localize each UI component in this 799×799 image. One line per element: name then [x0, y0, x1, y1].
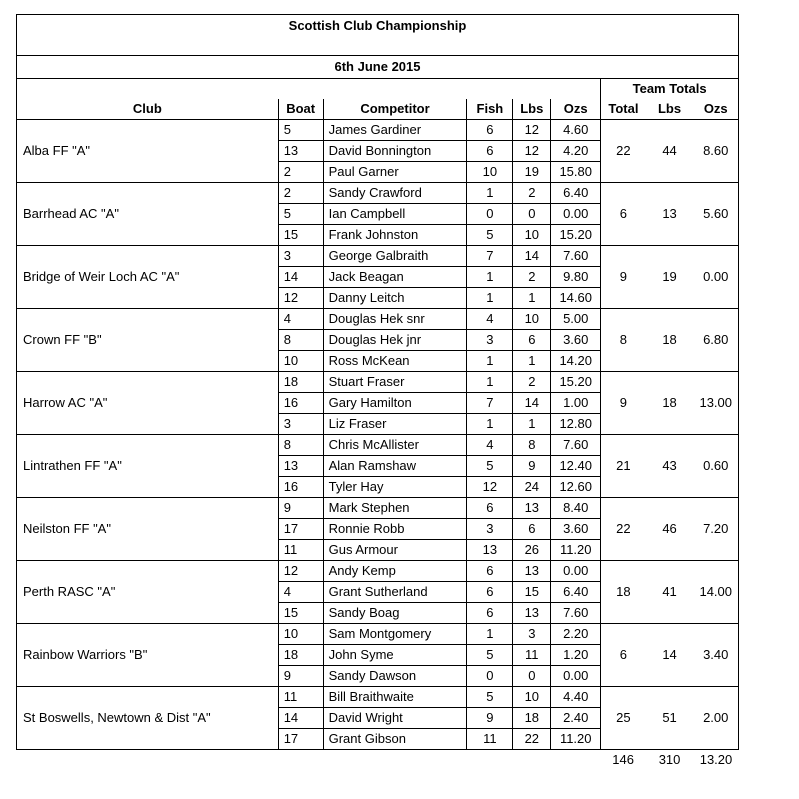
fish-count: 5: [467, 687, 513, 708]
fish-count: 11: [467, 729, 513, 750]
weight-lbs: 26: [513, 540, 551, 561]
fish-count: 1: [467, 288, 513, 309]
table-row: [17, 120, 739, 141]
weight-ozs: 15.20: [551, 372, 601, 393]
boat-number: 16: [278, 477, 323, 498]
weight-lbs: 18: [513, 708, 551, 729]
team-total-fish: 9: [601, 246, 646, 309]
club-name: Crown FF "B": [17, 309, 279, 372]
competitor-name: Danny Leitch: [323, 288, 467, 309]
weight-lbs: 2: [513, 183, 551, 204]
team-total-ozs: 0.00: [693, 246, 738, 309]
team-total-lbs: 18: [646, 309, 694, 372]
fish-count: 6: [467, 120, 513, 141]
boat-number: 13: [278, 141, 323, 162]
weight-lbs: 15: [513, 582, 551, 603]
boat-number: 9: [278, 498, 323, 519]
fish-count: 1: [467, 183, 513, 204]
competitor-name: Andy Kemp: [323, 561, 467, 582]
team-total-lbs: 41: [646, 561, 694, 624]
competitor-name: Paul Garner: [323, 162, 467, 183]
competitor-name: Sam Montgomery: [323, 624, 467, 645]
competitor-name: Ross McKean: [323, 351, 467, 372]
competitor-name: Jack Beagan: [323, 267, 467, 288]
weight-ozs: 12.80: [551, 414, 601, 435]
boat-number: 2: [278, 183, 323, 204]
boat-number: 10: [278, 624, 323, 645]
boat-number: 11: [278, 540, 323, 561]
weight-lbs: 13: [513, 498, 551, 519]
team-total-lbs: 14: [646, 624, 694, 687]
weight-lbs: 1: [513, 288, 551, 309]
boat-number: 15: [278, 225, 323, 246]
fish-count: 13: [467, 540, 513, 561]
competitor-name: Bill Braithwaite: [323, 687, 467, 708]
fish-count: 6: [467, 498, 513, 519]
grand-total-lbs: 310: [658, 752, 681, 767]
team-total-ozs: 13.00: [693, 372, 738, 435]
boat-number: 4: [278, 309, 323, 330]
fish-count: 1: [467, 372, 513, 393]
weight-lbs: 13: [513, 603, 551, 624]
weight-ozs: 11.20: [551, 729, 601, 750]
weight-ozs: 0.00: [551, 666, 601, 687]
weight-lbs: 0: [513, 204, 551, 225]
fish-count: 12: [467, 477, 513, 498]
weight-lbs: 9: [513, 456, 551, 477]
page-title: Scottish Club Championship: [17, 15, 739, 38]
weight-ozs: 6.40: [551, 183, 601, 204]
header-spacer: [17, 79, 601, 100]
team-total-lbs: 18: [646, 372, 694, 435]
boat-number: 14: [278, 708, 323, 729]
club-name: Bridge of Weir Loch AC "A": [17, 246, 279, 309]
weight-ozs: 11.20: [551, 540, 601, 561]
team-total-ozs: 0.60: [693, 435, 738, 498]
competitor-name: Sandy Crawford: [323, 183, 467, 204]
weight-ozs: 5.00: [551, 309, 601, 330]
competitor-name: Gary Hamilton: [323, 393, 467, 414]
fish-count: 5: [467, 645, 513, 666]
club-name: Barrhead AC "A": [17, 183, 279, 246]
competitor-name: Gus Armour: [323, 540, 467, 561]
boat-number: 4: [278, 582, 323, 603]
weight-lbs: 3: [513, 624, 551, 645]
team-total-fish: 8: [601, 309, 646, 372]
fish-count: 3: [467, 519, 513, 540]
fish-count: 9: [467, 708, 513, 729]
weight-lbs: 22: [513, 729, 551, 750]
weight-lbs: 24: [513, 477, 551, 498]
competitor-name: Chris McAllister: [323, 435, 467, 456]
team-total-lbs: 13: [646, 183, 694, 246]
team-total-fish: 6: [601, 183, 646, 246]
team-total-ozs: 5.60: [693, 183, 738, 246]
boat-number: 13: [278, 456, 323, 477]
weight-lbs: 12: [513, 120, 551, 141]
weight-lbs: 13: [513, 561, 551, 582]
competitor-name: Grant Sutherland: [323, 582, 467, 603]
weight-ozs: 14.20: [551, 351, 601, 372]
weight-ozs: 9.80: [551, 267, 601, 288]
weight-ozs: 1.00: [551, 393, 601, 414]
weight-lbs: 10: [513, 687, 551, 708]
weight-lbs: 1: [513, 351, 551, 372]
weight-ozs: 8.40: [551, 498, 601, 519]
boat-number: 9: [278, 666, 323, 687]
team-total-fish: 18: [601, 561, 646, 624]
competitor-name: Stuart Fraser: [323, 372, 467, 393]
club-name: Perth RASC "A": [17, 561, 279, 624]
column-header-team-ozs: Ozs: [693, 99, 738, 120]
fish-count: 7: [467, 393, 513, 414]
boat-number: 17: [278, 519, 323, 540]
fish-count: 1: [467, 624, 513, 645]
table-row: [17, 183, 739, 204]
grand-total-fish: 146: [612, 752, 634, 767]
column-header-competitor: Competitor: [323, 99, 467, 120]
boat-number: 8: [278, 330, 323, 351]
column-header-team-lbs: Lbs: [646, 99, 694, 120]
column-header-fish: Fish: [467, 99, 513, 120]
boat-number: 18: [278, 645, 323, 666]
team-total-ozs: 8.60: [693, 120, 738, 183]
club-name: Alba FF "A": [17, 120, 279, 183]
competitor-name: Alan Ramshaw: [323, 456, 467, 477]
competitor-name: David Wright: [323, 708, 467, 729]
weight-ozs: 14.60: [551, 288, 601, 309]
club-name: St Boswells, Newtown & Dist "A": [17, 687, 279, 750]
weight-ozs: 6.40: [551, 582, 601, 603]
table-row: [17, 561, 739, 582]
weight-ozs: 12.40: [551, 456, 601, 477]
fish-count: 1: [467, 414, 513, 435]
competitor-name: Liz Fraser: [323, 414, 467, 435]
competitor-name: Tyler Hay: [323, 477, 467, 498]
weight-ozs: 3.60: [551, 330, 601, 351]
team-total-fish: 6: [601, 624, 646, 687]
team-total-lbs: 46: [646, 498, 694, 561]
column-header-boat: Boat: [278, 99, 323, 120]
title-spacer: [17, 37, 739, 56]
fish-count: 5: [467, 456, 513, 477]
weight-lbs: 10: [513, 309, 551, 330]
team-total-fish: 21: [601, 435, 646, 498]
weight-lbs: 6: [513, 330, 551, 351]
boat-number: 12: [278, 288, 323, 309]
team-total-ozs: 7.20: [693, 498, 738, 561]
weight-ozs: 0.00: [551, 204, 601, 225]
grand-total-ozs: 13.20: [699, 752, 733, 767]
weight-ozs: 0.00: [551, 561, 601, 582]
competitor-name: Mark Stephen: [323, 498, 467, 519]
weight-ozs: 7.60: [551, 603, 601, 624]
weight-ozs: 4.40: [551, 687, 601, 708]
team-total-ozs: 6.80: [693, 309, 738, 372]
weight-lbs: 8: [513, 435, 551, 456]
club-name: Neilston FF "A": [17, 498, 279, 561]
weight-lbs: 0: [513, 666, 551, 687]
table-row: [17, 309, 739, 330]
fish-count: 4: [467, 435, 513, 456]
team-total-fish: 25: [601, 687, 646, 750]
table-row: [17, 687, 739, 708]
column-header-ozs: Ozs: [551, 99, 601, 120]
boat-number: 18: [278, 372, 323, 393]
weight-lbs: 14: [513, 246, 551, 267]
fish-count: 6: [467, 603, 513, 624]
boat-number: 3: [278, 414, 323, 435]
weight-ozs: 7.60: [551, 246, 601, 267]
club-name: Lintrathen FF "A": [17, 435, 279, 498]
weight-lbs: 14: [513, 393, 551, 414]
table-row: [17, 435, 739, 456]
fish-count: 5: [467, 225, 513, 246]
fish-count: 7: [467, 246, 513, 267]
boat-number: 15: [278, 603, 323, 624]
weight-ozs: 3.60: [551, 519, 601, 540]
column-header-team-total: Total: [601, 99, 646, 120]
table-row: [17, 246, 739, 267]
table-row: [17, 624, 739, 645]
grand-total-row: [17, 750, 739, 771]
competitor-name: Douglas Hek jnr: [323, 330, 467, 351]
boat-number: 14: [278, 267, 323, 288]
competitor-name: Douglas Hek snr: [323, 309, 467, 330]
weight-ozs: 4.20: [551, 141, 601, 162]
weight-lbs: 19: [513, 162, 551, 183]
weight-lbs: 10: [513, 225, 551, 246]
competitor-name: John Syme: [323, 645, 467, 666]
fish-count: 6: [467, 141, 513, 162]
team-total-lbs: 19: [646, 246, 694, 309]
boat-number: 5: [278, 204, 323, 225]
weight-lbs: 1: [513, 414, 551, 435]
team-total-ozs: 2.00: [693, 687, 738, 750]
fish-count: 1: [467, 351, 513, 372]
fish-count: 10: [467, 162, 513, 183]
weight-lbs: 2: [513, 267, 551, 288]
fish-count: 1: [467, 267, 513, 288]
competitor-name: Ian Campbell: [323, 204, 467, 225]
club-name: Rainbow Warriors "B": [17, 624, 279, 687]
table-row: [17, 372, 739, 393]
fish-count: 0: [467, 204, 513, 225]
fish-count: 4: [467, 309, 513, 330]
weight-ozs: 7.60: [551, 435, 601, 456]
club-rows: [17, 120, 739, 750]
team-total-fish: 22: [601, 498, 646, 561]
boat-number: 2: [278, 162, 323, 183]
club-name: Harrow AC "A": [17, 372, 279, 435]
boat-number: 17: [278, 729, 323, 750]
weight-ozs: 4.60: [551, 120, 601, 141]
column-header-club: Club: [17, 99, 279, 120]
competitor-name: George Galbraith: [323, 246, 467, 267]
results-sheet: [16, 14, 739, 770]
boat-number: 3: [278, 246, 323, 267]
weight-ozs: 1.20: [551, 645, 601, 666]
competitor-name: James Gardiner: [323, 120, 467, 141]
weight-ozs: 12.60: [551, 477, 601, 498]
fish-count: 6: [467, 582, 513, 603]
grand-total-spacer: [17, 750, 601, 771]
weight-ozs: 2.40: [551, 708, 601, 729]
competitor-name: David Bonnington: [323, 141, 467, 162]
competitor-name: Ronnie Robb: [323, 519, 467, 540]
fish-count: 0: [467, 666, 513, 687]
weight-ozs: 15.80: [551, 162, 601, 183]
boat-number: 8: [278, 435, 323, 456]
boat-number: 11: [278, 687, 323, 708]
team-total-ozs: 3.40: [693, 624, 738, 687]
competitor-name: Sandy Dawson: [323, 666, 467, 687]
table-row: [17, 498, 739, 519]
boat-number: 16: [278, 393, 323, 414]
boat-number: 10: [278, 351, 323, 372]
team-total-lbs: 43: [646, 435, 694, 498]
competitor-name: Sandy Boag: [323, 603, 467, 624]
team-total-fish: 22: [601, 120, 646, 183]
weight-ozs: 15.20: [551, 225, 601, 246]
team-total-lbs: 51: [646, 687, 694, 750]
fish-count: 6: [467, 561, 513, 582]
weight-lbs: 6: [513, 519, 551, 540]
results-table: [16, 14, 739, 770]
weight-lbs: 2: [513, 372, 551, 393]
competitor-name: Grant Gibson: [323, 729, 467, 750]
boat-number: 5: [278, 120, 323, 141]
weight-ozs: 2.20: [551, 624, 601, 645]
team-total-ozs: 14.00: [693, 561, 738, 624]
fish-count: 3: [467, 330, 513, 351]
team-total-lbs: 44: [646, 120, 694, 183]
team-total-fish: 9: [601, 372, 646, 435]
weight-lbs: 12: [513, 141, 551, 162]
competitor-name: Frank Johnston: [323, 225, 467, 246]
team-totals-header: Team Totals: [601, 79, 739, 100]
boat-number: 12: [278, 561, 323, 582]
event-date: 6th June 2015: [17, 56, 739, 79]
weight-lbs: 11: [513, 645, 551, 666]
column-header-lbs: Lbs: [513, 99, 551, 120]
